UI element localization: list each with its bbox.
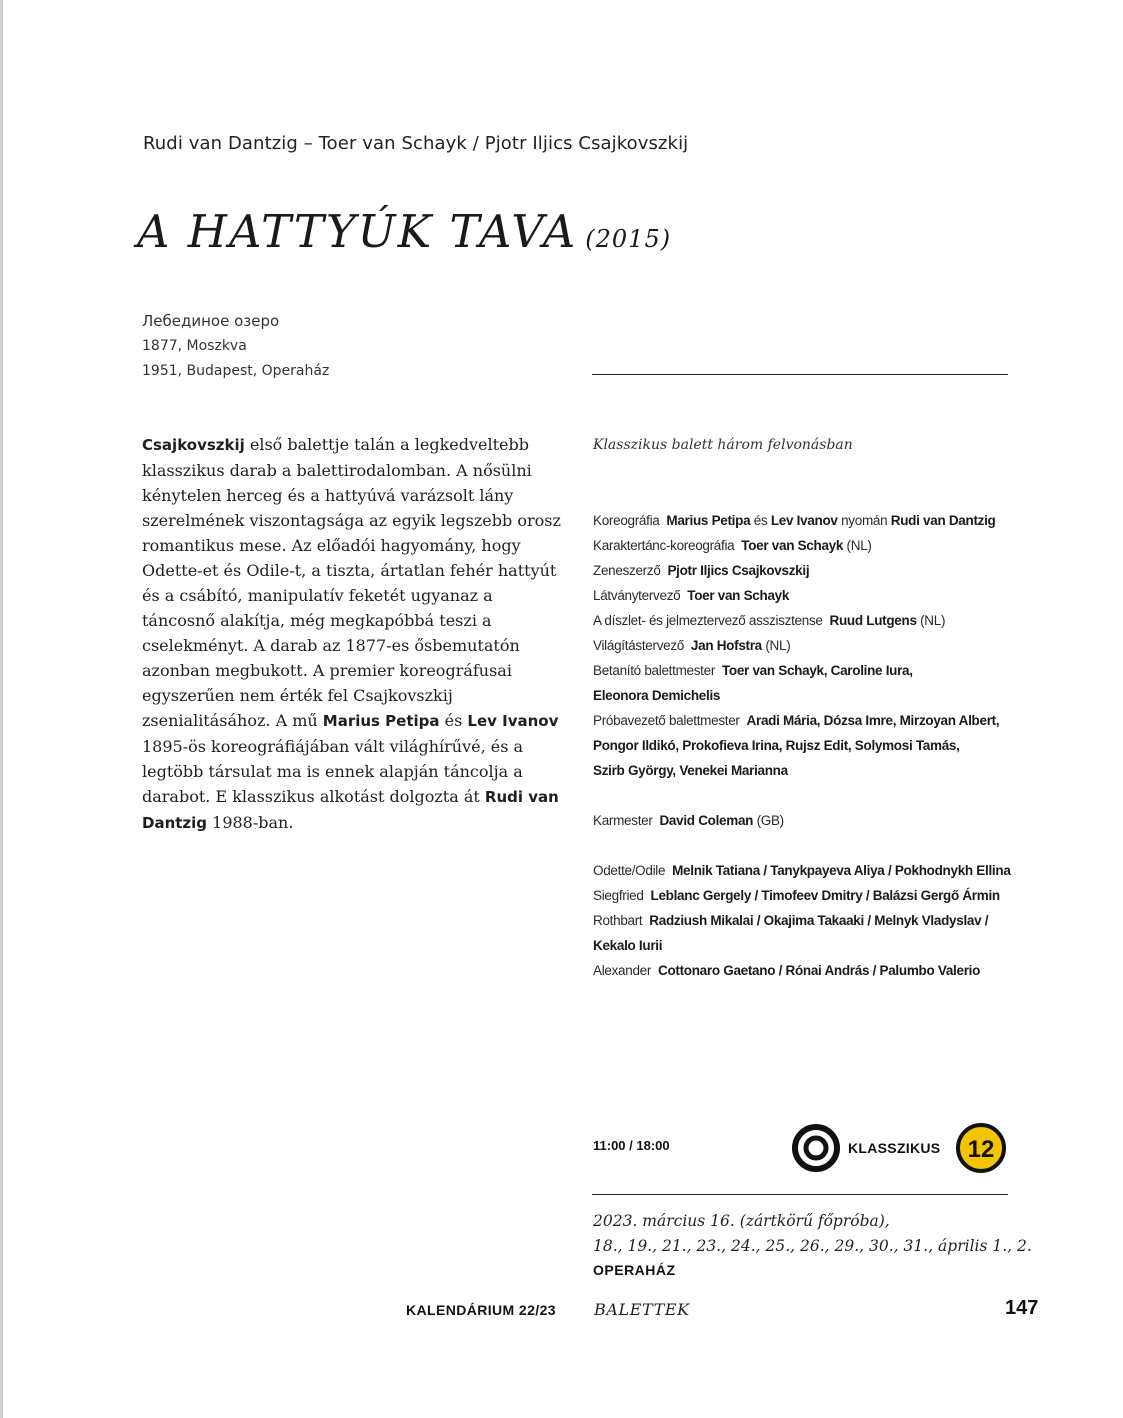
classic-category-icon xyxy=(791,1123,841,1173)
cast-rothbart-cont xyxy=(593,933,1023,958)
footer-publication: KALENDÁRIUM 22/23 xyxy=(406,1302,556,1318)
authors-line: Rudi van Dantzig – Toer van Schayk / Pjotr Iljics Csajkovszkij xyxy=(143,133,689,154)
credit-choreography xyxy=(593,508,1023,533)
credit-rehearsal-cont xyxy=(593,758,1023,783)
credit-ballet-master xyxy=(593,658,1023,683)
credit-connector: és xyxy=(750,513,771,528)
performance-dates xyxy=(593,1209,1032,1259)
age-rating-badge xyxy=(955,1122,1007,1174)
desc-bold-petipa: Marius Petipa xyxy=(322,712,440,730)
desc-text-1: első balettje talán a legkedveltebb klasszikus darab a balettirodalomban. A nősülni kénytelen herceg és a hattyúvá varázsolt lány szerelmének viszontagsága az egyik legszebb orosz romantikus mese. Az előadói hagyomány, hogy Odette-et és Odile-t, a tiszta, ártatlan fehér hattyút és a csábító, manipulatív feketét ugyanaz a táncosnő alakítja, még megkapóbbá teszi a cselekményt. A darab az 1877-es ősbemutatón azonban megbukott. A premier koreográfusai egyszerűen nem érték fel Csajkovszkij zsenialitásához. A mű xyxy=(142,435,561,730)
premiere-info: 1877, Moszkva xyxy=(142,338,247,354)
origin-info xyxy=(142,309,329,384)
age-rating-text: 12 xyxy=(967,1136,995,1163)
credit-note: (GB) xyxy=(753,813,784,828)
credit-note: (NL) xyxy=(843,538,872,553)
credit-rehearsal xyxy=(593,708,1023,733)
footer-section: BALETTEK xyxy=(594,1300,690,1319)
credit-connector: nyomán xyxy=(837,513,891,528)
credit-value: Lev Ivanov xyxy=(770,513,838,528)
credit-design-assistant xyxy=(593,608,1023,633)
credit-value: Pongor Ildikó, Prokofieva Irina, Rujsz Edit, Solymosi Tamás, xyxy=(593,738,960,753)
credits-list xyxy=(593,508,1023,983)
credit-value: Pjotr Iljics Csajkovszkij xyxy=(667,563,810,578)
credit-value: Eleonora Demichelis xyxy=(593,688,721,703)
cast-names: Kekalo Iurii xyxy=(593,938,663,953)
desc-bold-ivanov: Lev Ivanov xyxy=(467,712,559,730)
credit-rehearsal-cont xyxy=(593,733,1023,758)
credit-conductor xyxy=(593,808,1023,833)
credit-design xyxy=(593,583,1023,608)
credit-value: Toer van Schayk xyxy=(741,538,844,553)
cast-names: Cottonaro Gaetano / Rónai András / Palumbo Valerio xyxy=(658,963,981,978)
credit-label: Világítástervező xyxy=(593,638,685,653)
credit-label: Karaktertánc-koreográfia xyxy=(593,538,735,553)
desc-bold-composer: Csajkovszkij xyxy=(142,436,245,454)
cast-role: Alexander xyxy=(593,963,652,978)
divider-top xyxy=(592,374,1008,375)
credit-label: Zeneszerző xyxy=(593,563,661,578)
credit-label: Koreográfia xyxy=(593,513,660,528)
description-paragraph xyxy=(142,432,562,836)
cast-siegfried xyxy=(593,883,1023,908)
credit-note: (NL) xyxy=(761,638,791,653)
title-year: (2015) xyxy=(585,225,672,253)
credit-character-dance xyxy=(593,533,1023,558)
credit-value: Jan Hofstra xyxy=(690,638,762,653)
budapest-premiere-info: 1951, Budapest, Operaház xyxy=(142,363,330,379)
desc-text-4: 1988-ban. xyxy=(207,813,294,832)
cast-role: Rothbart xyxy=(593,913,643,928)
spacer xyxy=(593,783,1023,808)
divider-bottom xyxy=(592,1194,1008,1195)
venue: OPERAHÁZ xyxy=(593,1262,676,1278)
credit-label: Látványtervező xyxy=(593,588,681,603)
credit-value: David Coleman xyxy=(659,813,754,828)
desc-bold-dantzig: Rudi van Dantzig xyxy=(142,788,559,832)
desc-text-2: és xyxy=(439,711,468,730)
dates-line: 18., 19., 21., 23., 24., 25., 26., 29., 30., 31., április 1., 2. xyxy=(593,1237,1032,1255)
genre-subtitle: Klasszikus balett három felvonásban xyxy=(593,437,853,453)
credit-note: (NL) xyxy=(916,613,946,628)
page-title xyxy=(137,205,671,258)
cast-names: Melnik Tatiana / Tanykpayeva Aliya / Pokhodnykh Ellina xyxy=(672,863,1011,878)
credit-value: Szirb György, Venekei Marianna xyxy=(593,763,788,778)
credit-value: Aradi Mária, Dózsa Imre, Mirzoyan Albert, xyxy=(746,713,1000,728)
cast-rothbart xyxy=(593,908,1023,933)
credit-label: Karmester xyxy=(593,813,653,828)
cast-role: Odette/Odile xyxy=(593,863,666,878)
cast-role: Siegfried xyxy=(593,888,644,903)
performance-times: 11:00 / 18:00 xyxy=(593,1138,670,1153)
credit-label: A díszlet- és jelmeztervező asszisztense xyxy=(593,613,823,628)
page-edge xyxy=(0,0,3,1418)
spacer xyxy=(593,833,1023,858)
credit-value: Toer van Schayk, Caroline Iura, xyxy=(721,663,913,678)
desc-text-3: 1895-ös koreográfiájában vált világhírűvé, és a legtöbb társulat ma is ennek alapján táncolja a darabot. E klasszikus alkotást dolgozta át xyxy=(142,737,524,806)
cast-names: Leblanc Gergely / Timofeev Dmitry / Balázsi Gergő Ármin xyxy=(650,888,1000,903)
credit-value: Rudi van Dantzig xyxy=(890,513,996,528)
credit-label: Betanító balettmester xyxy=(593,663,716,678)
credit-lighting xyxy=(593,633,1023,658)
credit-value: Ruud Lutgens xyxy=(829,613,917,628)
page-number: 147 xyxy=(1005,1297,1039,1319)
credit-label: Próbavezető balettmester xyxy=(593,713,740,728)
dates-line: 2023. március 16. (zártkörű főpróba), xyxy=(593,1212,890,1230)
cast-names: Radziush Mikalai / Okajima Takaaki / Melnyk Vladyslav / xyxy=(649,913,989,928)
original-title: Лебединое озеро xyxy=(142,312,280,330)
category-label: KLASSZIKUS xyxy=(848,1140,941,1156)
credit-ballet-master-cont xyxy=(593,683,1023,708)
cast-odette xyxy=(593,858,1023,883)
cast-alexander xyxy=(593,958,1023,983)
credit-value: Marius Petipa xyxy=(666,513,751,528)
credit-composer xyxy=(593,558,1023,583)
credit-value: Toer van Schayk xyxy=(687,588,790,603)
title-text: A HATTYÚK TAVA xyxy=(137,205,578,258)
